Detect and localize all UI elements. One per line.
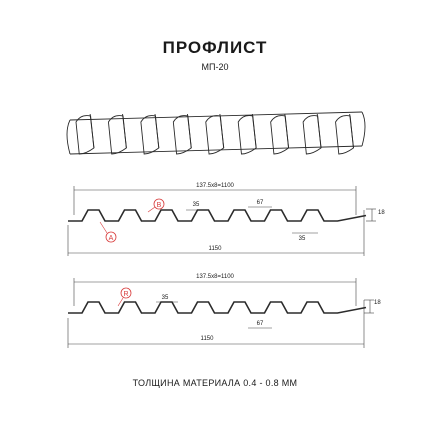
page-title: ПРОФЛИСТ <box>162 38 268 57</box>
profile-2-height-label: 18 <box>374 300 381 306</box>
profile-1-span-label: 137.5х8=1100 <box>196 183 234 189</box>
profile-2-width-label: 1150 <box>200 336 214 342</box>
profile-1-top-gap-label: 35 <box>192 202 200 208</box>
profile-2-crest-width-label: 67 <box>256 321 264 327</box>
profile-2-outline <box>68 302 366 313</box>
profile-1-width-label: 1150 <box>208 246 222 252</box>
profile-1-bottom-gap-label: 35 <box>298 236 306 242</box>
model-subtitle: МП-20 <box>201 62 229 72</box>
profile-2-top-gap-label: 35 <box>161 295 169 301</box>
profile-1-height-label: 18 <box>378 210 385 216</box>
callout-a-label: A <box>108 235 114 242</box>
profile-1-crest-width-label: 67 <box>256 200 264 206</box>
material-thickness-note: ТОЛЩИНА МАТЕРИАЛА 0.4 - 0.8 ММ <box>132 378 298 388</box>
callout-r-label: R <box>123 291 129 298</box>
profile-2-span-label: 137.5х8=1100 <box>196 274 234 280</box>
callout-b-label: B <box>156 202 162 209</box>
